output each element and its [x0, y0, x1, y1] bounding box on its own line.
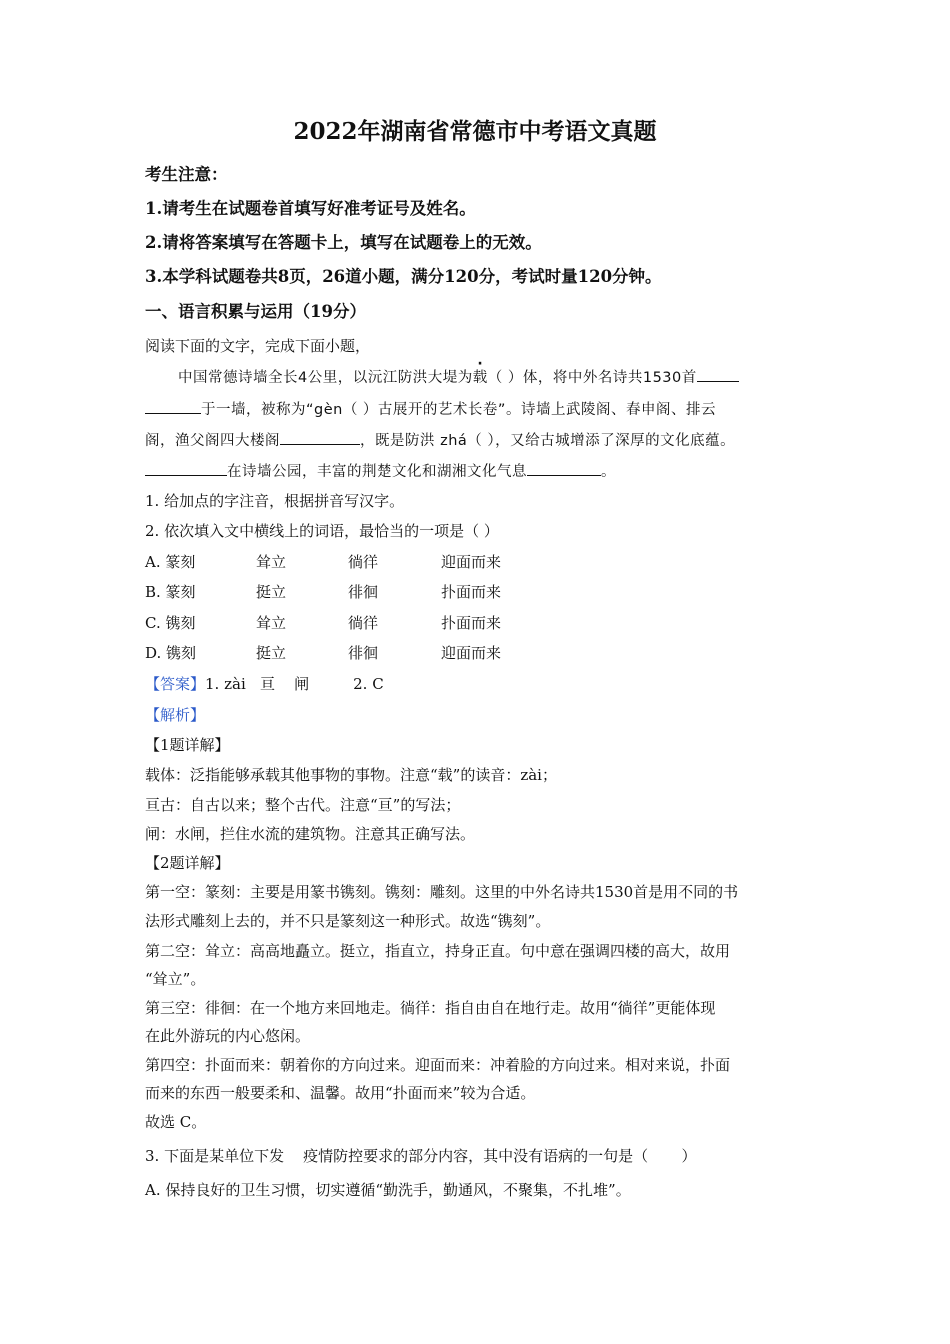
passage-text: （ ）体，将中外名诗共1530首	[487, 370, 697, 386]
question-3-option-a: A. 保持良好的卫生习惯，切实遵循“勤洗手，勤通风，不聚集，不扎堆”。	[145, 1181, 631, 1199]
passage-text: 在诗墙公园，丰富的荆楚文化和湖湘文化气息	[227, 464, 527, 480]
notice-item-1: 1.请考生在试题卷首填写好准考证号及姓名。	[145, 199, 476, 218]
question-2: 2. 依次填入文中横线上的词语，最恰当的一项是（ ）	[145, 522, 499, 540]
option-d-label: D. 镌刻	[145, 644, 197, 662]
passage-text: 。	[601, 464, 616, 480]
passage-text: ，既是防洪 zhá（ ），又给古城增添了深厚的文化底蕴。	[360, 433, 736, 449]
blank-line	[280, 429, 360, 445]
option-d-word-4: 迎面而来	[441, 644, 502, 662]
answer-text-1: 1. zài 亘 闸	[205, 675, 310, 693]
option-c-word-3: 徜徉	[348, 614, 379, 632]
detail-2-line: 第一空：篆刻：主要是用篆书镌刻。镌刻：雕刻。这里的中外名诗共1530首是用不同的书	[145, 883, 739, 901]
detail-2-line: 故选 C。	[145, 1113, 207, 1131]
notice-heading: 考生注意：	[145, 165, 228, 184]
dotted-char: 载	[472, 370, 488, 386]
passage-text: 中国常德诗墙全长4公里，以沅江防洪大堤为	[178, 370, 473, 386]
option-a-word-4: 迎面而来	[441, 553, 502, 571]
detail-2-line: 第二空：耸立：高高地矗立。挺立，指直立，持身正直。句中意在强调四楼的高大，故用	[145, 942, 731, 960]
passage-line-3	[145, 429, 735, 452]
option-d-word-2: 挺立	[256, 644, 287, 662]
blank-line	[697, 366, 739, 382]
detail-2-line: 在此外游玩的内心悠闲。	[145, 1027, 311, 1045]
option-a-label: A. 篆刻	[145, 553, 196, 571]
passage-text: 于一墙，被称为“gèn（ ）古展开的艺术长卷”。诗墙上武陵阁、春申阁、排云	[201, 402, 716, 418]
option-a-word-3: 徜徉	[348, 553, 379, 571]
reading-intro: 阅读下面的文字，完成下面小题，	[145, 337, 371, 355]
question-3: 3. 下面是某单位下发 疫情防控要求的部分内容，其中没有语病的一句是（ ）	[145, 1147, 697, 1165]
question-1: 1. 给加点的字注音，根据拼音写汉字。	[145, 492, 405, 510]
option-c-label: C. 镌刻	[145, 614, 196, 632]
detail-2-heading: 【2题详解】	[145, 854, 230, 872]
detail-2-line: 法形式雕刻上去的，并不只是篆刻这一种形式。故选“镌刻”。	[145, 912, 551, 930]
option-b-word-3: 徘徊	[348, 583, 379, 601]
notice-item-3: 3.本学科试题卷共8页，26道小题，满分120分，考试时量120分钟。	[145, 267, 662, 286]
detail-2-line: 第四空：扑面而来：朝着你的方向过来。迎面而来：冲着脸的方向过来。相对来说，扑面	[145, 1056, 731, 1074]
passage-line-4	[145, 460, 616, 483]
option-c-word-4: 扑面而来	[441, 614, 502, 632]
passage-line-1	[178, 366, 739, 389]
option-b-word-4: 扑面而来	[441, 583, 502, 601]
option-b-word-2: 挺立	[256, 583, 287, 601]
page-title: 2022年湖南省常德市中考语文真题	[293, 118, 657, 145]
answer-text-2: 2. C	[353, 675, 384, 693]
blank-line	[145, 398, 201, 414]
option-c-word-2: 耸立	[256, 614, 287, 632]
option-b-label: B. 篆刻	[145, 583, 196, 601]
blank-line	[527, 460, 601, 476]
detail-2-line: 第三空：徘徊：在一个地方来回地走。徜徉：指自由自在地行走。故用“徜徉”更能体现	[145, 999, 716, 1017]
detail-2-line: 而来的东西一般要柔和、温馨。故用“扑面而来”较为合适。	[145, 1084, 536, 1102]
detail-2-line: “耸立”。	[145, 970, 206, 988]
detail-1-line: 闸：水闸，拦住水流的建筑物。注意其正确写法。	[145, 825, 476, 843]
answer-line	[145, 673, 384, 695]
section-heading: 一、语言积累与运用（19分）	[145, 302, 366, 321]
option-d-word-3: 徘徊	[348, 644, 379, 662]
notice-item-2: 2.请将答案填写在答题卡上，填写在试题卷上的无效。	[145, 233, 542, 252]
option-a-word-2: 耸立	[256, 553, 287, 571]
detail-1-line: 亘古：自古以来；整个古代。注意“亘”的写法；	[145, 796, 461, 814]
analysis-tag: 【解析】	[145, 706, 206, 724]
blank-line	[145, 460, 227, 476]
answer-tag: 【答案】	[145, 675, 206, 693]
passage-line-2	[145, 398, 716, 421]
detail-1-heading: 【1题详解】	[145, 736, 230, 754]
passage-text: 阁，渔父阁四大楼阁	[145, 433, 280, 449]
detail-1-line: 载体：泛指能够承载其他事物的事物。注意“载”的读音：zài；	[145, 766, 557, 784]
